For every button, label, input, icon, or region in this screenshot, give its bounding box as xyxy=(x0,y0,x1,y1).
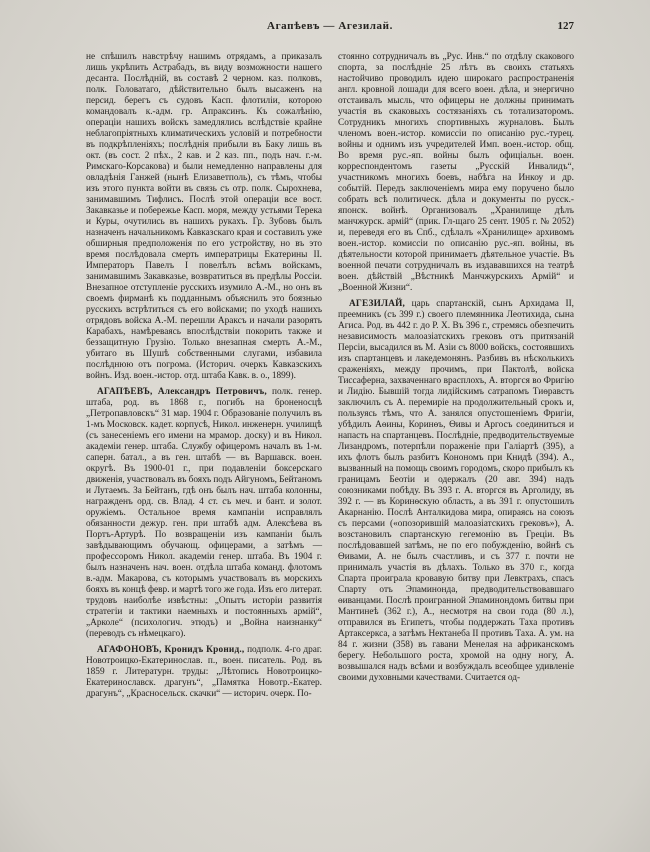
entry-agesilay-text: царь спартанскій, сынъ Архидама II, преемникъ (съ 399 г.) своего племянника Леотихида, сына Агиса. Род. въ 442 г. до Р. Х. Въ 396 г., стремясь обезпечить независимость малоазіатскихъ грековъ отъ притязаній Персіи, высадился въ М. Азіи съ 8000 войскъ, состоявшихъ изъ спартанцевъ и лакедемонянъ. Разбивъ въ нѣсколькихъ сраженіяхъ, между прочимъ, при Пактолѣ, войска Тиссаферна, захваченнаго врасплохъ, А. вторгся во Фригію и Лидію. Бывшій тогда лидійскимъ сатрапомъ Тиѳравстъ заключилъ съ А. перемиріе на продолжительный срокъ и, пользуясь тѣмъ, что А. занялся опустошеніемъ Фригіи, убѣдилъ Аѳины, Коринѳъ, Ѳивы и Аргосъ соединиться и напасть на спартанцевъ. Послѣдніе, предводительствуемые Лизандромъ, потерпѣли пораженіе при Галіартѣ (395), а ихъ флотъ былъ разбитъ Конономъ при Книдѣ (394). А., вызванный на помощь своимъ городомъ, скоро прибылъ къ границамъ Беотіи и одержалъ (20 авг. 394) надъ союзниками побѣду. Въ 393 г. А. вторгся въ Арголиду, въ 392 г. — въ Коринѳскую область, а въ 391 г. опустошилъ Акарнанію. Послѣ Анталкидова мира, опираясь на союзъ съ персами («опозорившій малоазіатскихъ грековъ»), А. возстановилъ спартанскую гегемонію въ Греціи. Въ послѣдовавшей затѣмъ, не по его побужденію, войнѣ съ Ѳивами, А. не былъ счастливъ, и съ 377 г. почти не принималъ участія въ дѣлахъ. Только въ 370 г., когда Спарта проиграла кровавую битву при Левктрахъ, спасъ Спарту отъ Эпаминонда, предводительствовавшаго ѳиванцами. Послѣ проигранной Эпаминондомъ битвы при Мантинеѣ (362 г.), А., несмотря на свои года (80 л.), отправился въ Египетъ, чтобы поддержать Таха противъ Артаксеркса, а затѣмъ Нектанеба II противъ Таха. А. ум. на 84 г. жизни (358) въ гавани Менелая на африканскомъ берегу. Небольшого роста, хромой на одну ногу, А. возвышался надъ всѣми и возбуждалъ всеобщее удивленіе своими духовными качествами. Считается од- xyxy=(338,299,574,683)
entry-agafonov-headword: АГАФОНОВЪ, Кронидъ Кронид., xyxy=(97,645,245,655)
entry-agafonov-text: подполк. 4-го драг. Новотроицко-Екатеринослав. п., воен. писатель. Род. въ 1859 г. Литературн. труды: „Лѣтопись Новотроицко-Екатеринославск. драгунъ“, „Памятка Новотр.-Екатер. драгунъ“, „Красносельск. скачки“ — историч. очерк. По- xyxy=(86,645,322,699)
entry-agafonov xyxy=(86,645,322,700)
page-header xyxy=(86,20,574,36)
page-number: 127 xyxy=(557,20,574,32)
right-column xyxy=(338,52,574,700)
entry-agapeev-headword: АГАПѢЕВЪ, Александръ Петровичъ, xyxy=(97,387,267,397)
text-columns xyxy=(86,52,574,700)
left-column xyxy=(86,52,322,700)
entry-agesilay xyxy=(338,299,574,684)
continuation-paragraph: не спѣшилъ навстрѣчу нашимъ отрядамъ, а приказалъ лишь укрѣпить Астрабадъ, въ виду возможности нашего десанта. Послѣдній, въ составѣ 2 черном. каз. полковъ, полк. Головатаго, дѣйствительно былъ высаженъ на персид. берегъ съ судовъ Касп. флотиліи, которою командовалъ к.-адм. гр. Апраксинъ. Къ сожалѣнію, операціи нашихъ войскъ замедлялись вслѣдствіе крайне неблагопріятныхъ климатическихъ условій и потребности въ подкрѣпленіяхъ; послѣднія прибыли въ Баку лишь въ окт. (въ сост. 2 пѣх., 2 кав. и 2 каз. пп., подъ нач. г.-м. Римскаго-Корсакова) и были немедленно направлены для овладѣнія Ганжей (нынѣ Елизаветполь), съ тѣмъ, чтобы изъ этого пункта войти въ связь съ отр. полк. Сырохнева, занимавшимъ Тифлисъ. Послѣ этой операціи все вост. Закавказье и побережье Касп. моря, между устьями Терека и Куры, очутились въ нашихъ рукахъ. Гр. Зубовъ былъ назначенъ начальникомъ Кавказскаго края и составилъ уже обширныя предположенія по его устройству, но въ это время послѣдовала смерть императрицы Екатерины II. Императоръ Павелъ I повелѣлъ всѣмъ войскамъ, занимавшимъ Закавказье, возвратиться въ предѣлы Россіи. Внезапное отступленіе русскихъ изумило А.-М., но онъ въ своемъ фирманѣ къ подданнымъ объяснилъ это боязнью русскихъ встрѣтиться съ его войсками; по уходѣ нашихъ отрядовъ войска А.-М. перешли Араксъ и начали разорять Карабахъ, намѣреваясь впослѣдствіи покорить также и беззащитную Грузію. Только внезапная смерть А.-М., убитаго въ Шушѣ собственными слугами, избавила послѣднюю отъ погрома. (Историч. очеркъ Кавказскихъ войнъ. Изд. воен.-истор. отд. штаба Кавк. в. о., 1899). xyxy=(86,52,322,381)
entry-agesilay-headword: АГЕЗИЛАЙ, xyxy=(349,299,406,309)
entry-agapeev xyxy=(86,387,322,640)
continuation-paragraph-right: стоянно сотрудничалъ въ „Рус. Инв.“ по отдѣлу скакового спорта, за послѣдніе 25 лѣтъ въ своихъ статьяхъ настойчиво проводилъ идею широкаго распространенія англ. кровной лошади для всего воен. дѣла, и энергично отстаивалъ мысль, что офицеры не должны принимать участія въ скаковыхъ состязаніяхъ съ тотализаторомъ. Сотрудникъ многихъ спортивныхъ журналовъ. Былъ членомъ воен.-истор. комиссіи по описанію рус.-турец. войны и однимъ изъ учредителей Имп. воен.-истор. общ. Во время рус.-яп. войны былъ офиціальн. воен. корреспондентомъ газеты „Русскій Инвалидъ“, участникомъ многихъ боевъ, набѣга на Инкоу и др. событій. Передъ заключеніемъ мира ему поручено было собрать всѣ политическ. дѣла и документы по русск.-японск. войнѣ. Организовалъ „Хранилище дѣлъ манчжурск. армій“ (прик. Гл-щаго 25 сент. 1905 г. № 2052) и, переведя его въ Спб., сдѣлалъ «Хранилище» архивомъ воен.-истор. комиссіи по описанію рус.-яп. войны, въ дѣятельности которой принимаетъ дѣятельное участіе. Въ военной печати сотрудничалъ въ издававшихся на театрѣ воен. дѣйствій „Вѣстникѣ Манчжурскихъ Армій“ и „Военной Жизни“. xyxy=(338,52,574,293)
entry-agapeev-text: полк. генер. штаба, род. въ 1868 г., погибъ на броненосцѣ „Петропавловскъ“ 31 мар. 1904 г. Образованіе получилъ въ 1-мъ Московск. кадет. корпусѣ, Никол. инженерн. училищѣ (съ занесеніемъ его имени на мрамор. доску) и въ Никол. академіи генер. штаба. Службу офицеромъ началъ въ 1-м. саперн. батал., а въ ген. штабѣ — въ Варшавск. воен. округѣ. Въ 1900-01 г., при подавленіи боксерскаго движенія, участвовалъ въ бояхъ подъ Айгуномъ, Бейтаномъ и Лутаемъ. За Бейтанъ, гдѣ онъ былъ нач. штаба колонны, награжденъ орд. св. Влад. 4 ст. съ меч. и бант. и золот. оружіемъ. Остальное время кампаніи исправлялъ обязанности дежур. ген. при штабѣ адм. Алексѣева въ Портъ-Артурѣ. По возвращеніи изъ кампаніи былъ завѣдывающимъ обучающ. офицерами, а затѣмъ — профессоромъ Никол. академіи генер. штаба. Въ 1904 г. былъ назначенъ нач. воен. отдѣла штаба команд. флотомъ в.-адм. Макарова, съ которымъ участвовалъ въ морскихъ бояхъ въ концѣ февр. и мартѣ того же года. Изъ его литерат. трудовъ наиболѣе извѣстны: „Опытъ исторіи развитія стратегіи и тактики наемныхъ и постоянныхъ армій“, „Арколе“ (психологич. этюдъ) и „Война наизнанку“ (переводъ съ нѣмецкаго). xyxy=(86,387,322,639)
running-head: Агапѣевъ — Агезилай. xyxy=(267,20,393,32)
